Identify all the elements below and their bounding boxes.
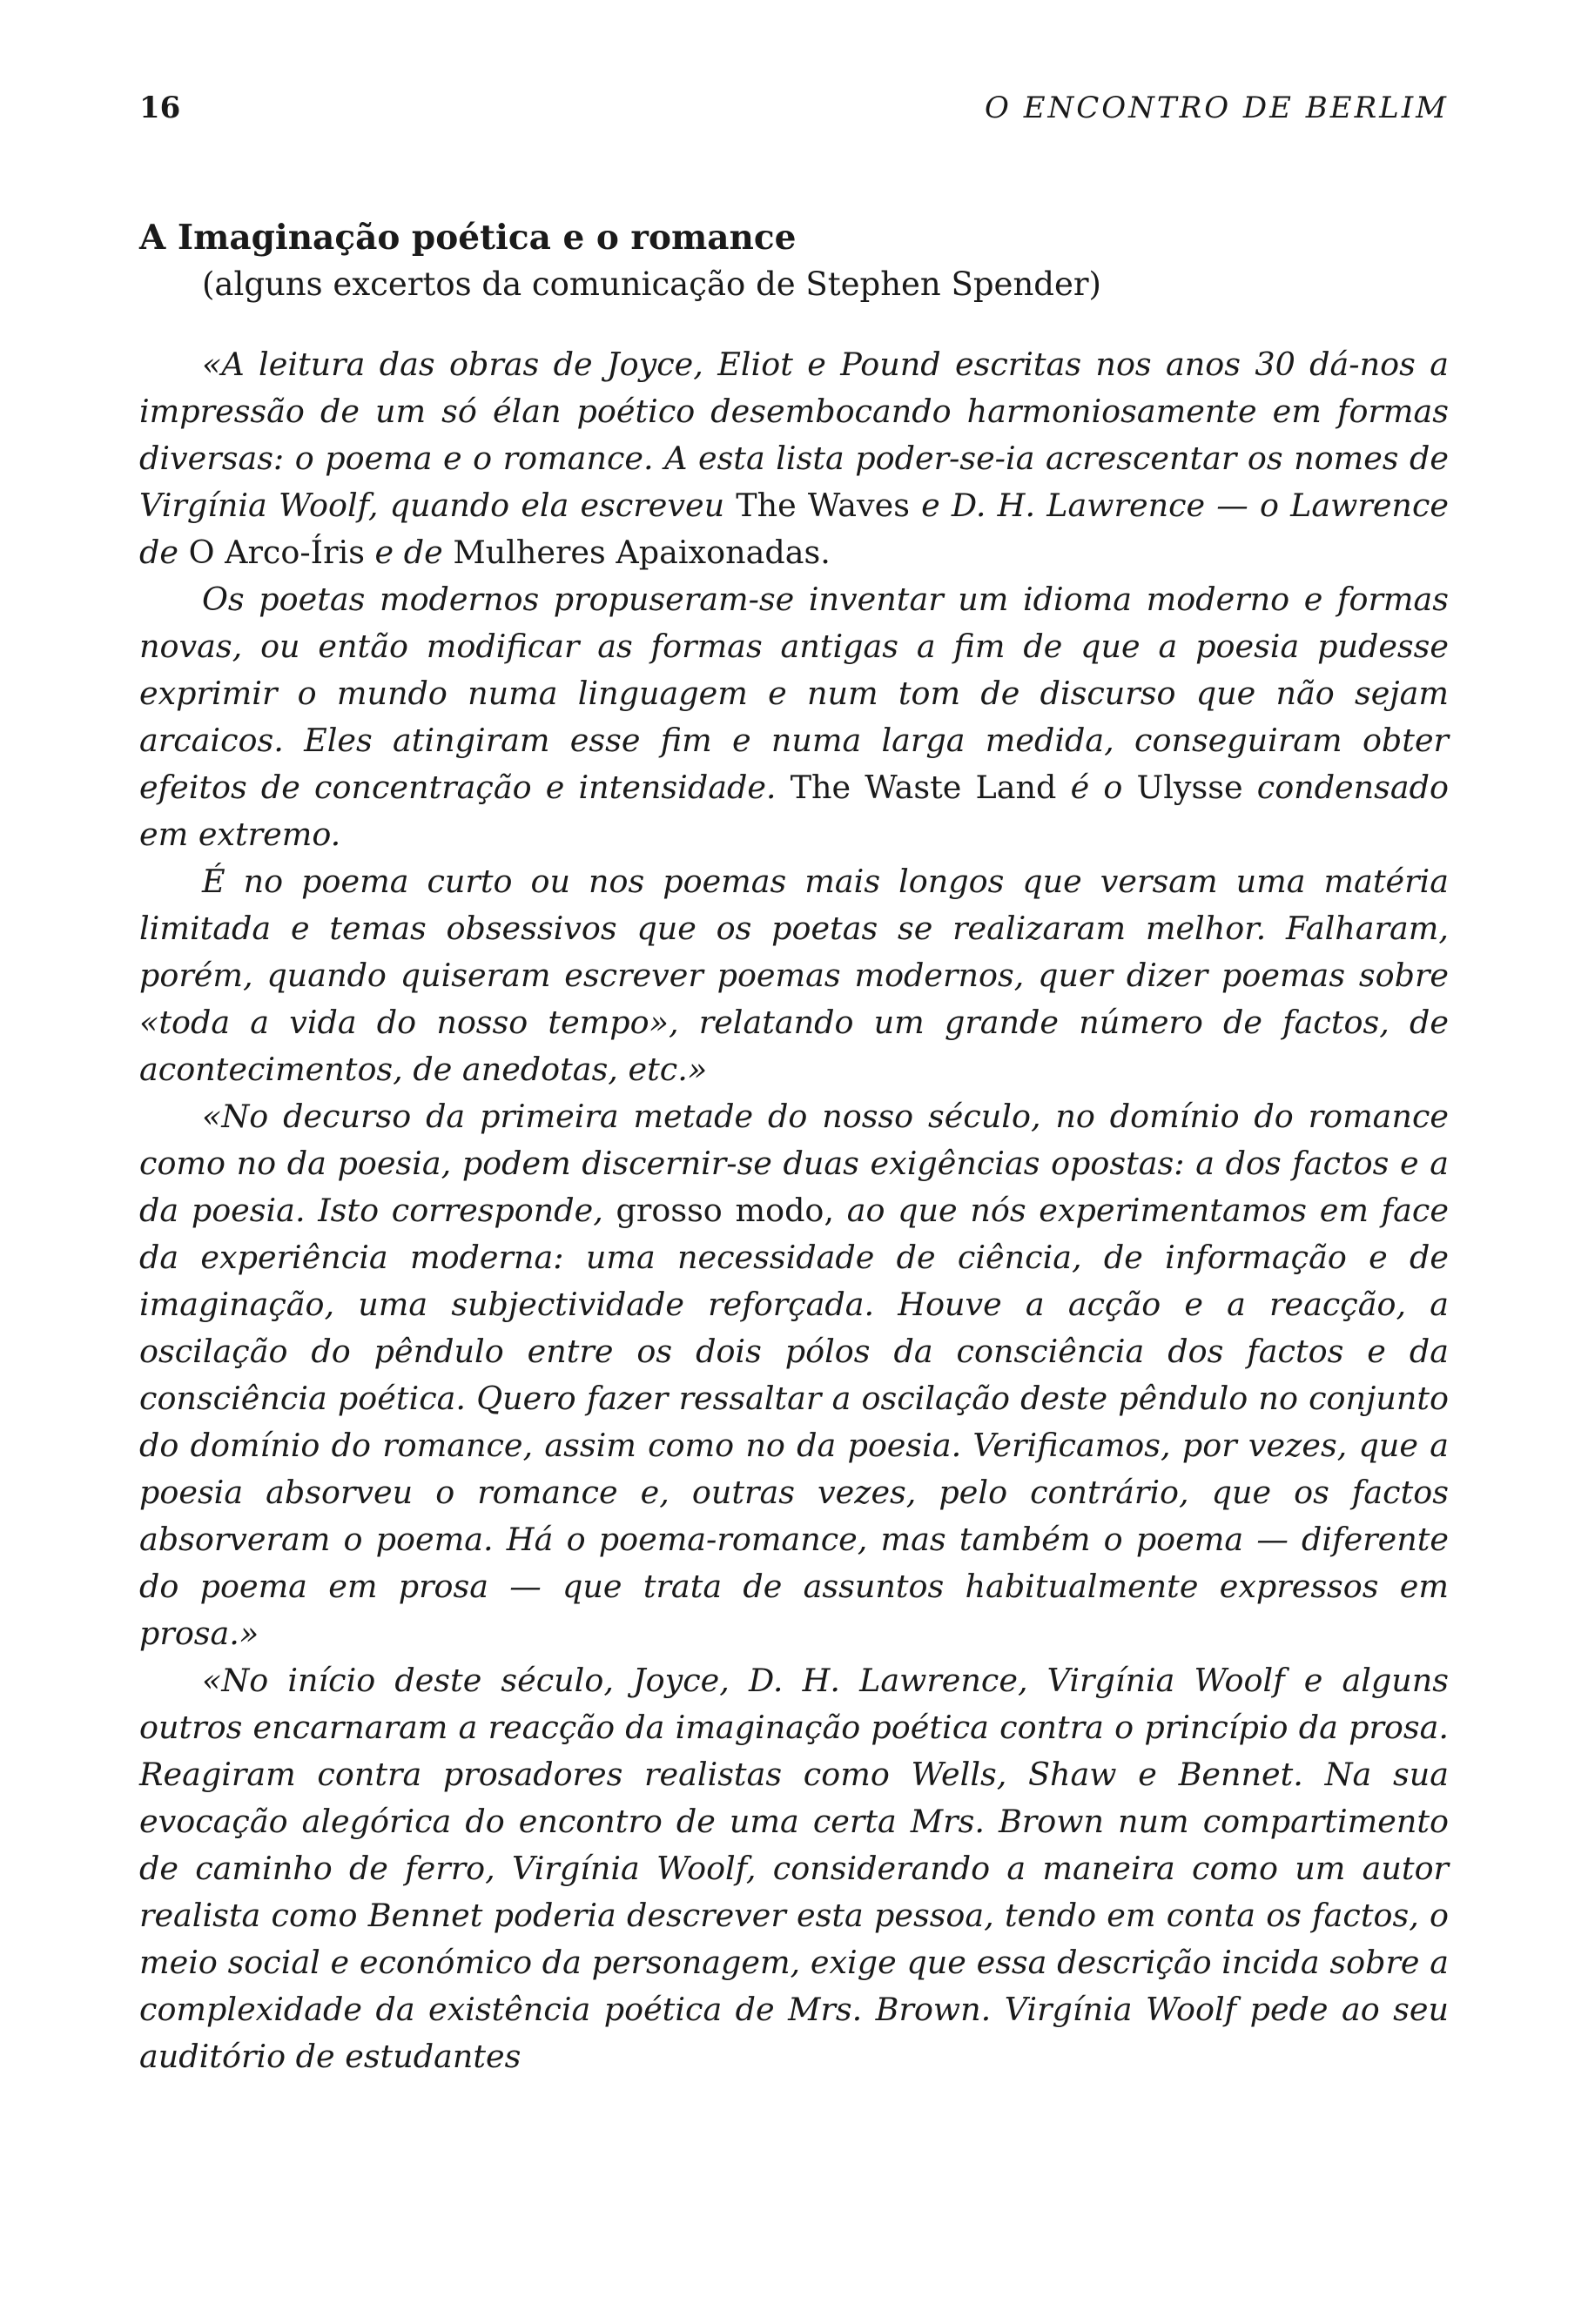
running-title: O ENCONTRO DE BERLIM [985,91,1449,125]
text-run: é o [1056,769,1137,806]
title-reference: Mulheres Apaixonadas. [453,534,831,571]
paragraph [139,1093,1449,1657]
text-run: e D. H. Lawrence — o Lawrence de [139,487,1449,571]
page-header [139,91,1449,134]
title-reference: grosso modo, [616,1192,835,1229]
section-title: A Imaginação poética e o romance [139,218,797,258]
text-run: É no poema curto ou nos poemas mais longos que versam uma matéria limitada e temas obsessivos que os poetas se realizaram melhor. Falharam, porém, quando quiseram escrever poemas modernos, quer dizer poemas sobre «toda a vida do nosso tempo», relatando um grande número de factos, de acontecimentos, de anedotas, etc.» [139,863,1449,1088]
title-reference: The Waste Land [790,769,1057,806]
page-number: 16 [139,91,181,125]
text-run: «No decurso da primeira metade do nosso século, no domínio do romance como no da poesia, podem discernir-se duas exigências opostas: a dos factos e a da poesia. Isto corresponde, [139,1098,1449,1229]
title-reference: O Arco-Íris [188,534,365,571]
section-subtitle: (alguns excertos da comunicação de Stephen Spender) [202,265,1101,303]
text-run: «No início deste século, Joyce, D. H. Lawrence, Virgínia Woolf e alguns outros encarnaram a reacção da imaginação poética contra o princípio da prosa. Reagiram contra prosadores realistas como Wells, Shaw e Bennet. Na sua evocação alegórica do encontro de uma certa Mrs. Brown num compartimento de caminho de ferro, Virgínia Woolf, considerando a maneira como um autor realista como Bennet poderia descrever esta pessoa, tendo em conta os factos, o meio social e económico da personagem, exige que essa descrição incida sobre a complexidade da existência poética de Mrs. Brown. Virgínia Woolf pede ao seu auditório de estudantes [139,1662,1449,2075]
text-run: «A leitura das obras de Joyce, Eliot e Pound escritas nos anos 30 dá-nos a impressão de um só élan poético desembocando harmoniosamente em formas diversas: o poema e o romance. A esta lista poder-se-ia acrescentar os nomes de Virgínia Woolf, quando ela escreveu [139,346,1449,524]
page-body [139,214,1449,2080]
text-run: Os poetas modernos propuseram-se inventar um idioma moderno e formas novas, ou então modificar as formas antigas a fim de que a poesia pudesse exprimir o mundo numa linguagem e num tom de discurso que não sejam arcaicos. Eles atingiram esse fim e numa larga medida, conseguiram obter efeitos de concentração e intensidade. [139,581,1449,806]
text-run: condensado em extremo. [139,769,1449,853]
paragraph [139,1657,1449,2080]
paragraph [139,341,1449,576]
title-reference: Ulysse [1136,769,1243,806]
title-reference: The Waves [736,487,910,524]
paragraph [139,576,1449,858]
text-run: e de [364,534,454,571]
paragraph [139,858,1449,1093]
text-run: ao que nós experimentamos em face da experiência moderna: uma necessidade de ciência, de informação e de imaginação, uma subjectividade reforçada. Houve a acção e a reacção, a oscilação do pêndulo entre os dois pólos da consciência dos factos e da consciência poética. Quero fazer ressaltar a oscilação deste pêndulo no conjunto do domínio do romance, assim como no da poesia. Verificamos, por vezes, que a poesia absorveu o romance e, outras vezes, pelo contrário, que os factos absorveram o poema. Há o poema-romance, mas também o poema — diferente do poema em prosa — que trata de assuntos habitualmente expressos em prosa.» [139,1192,1449,1652]
